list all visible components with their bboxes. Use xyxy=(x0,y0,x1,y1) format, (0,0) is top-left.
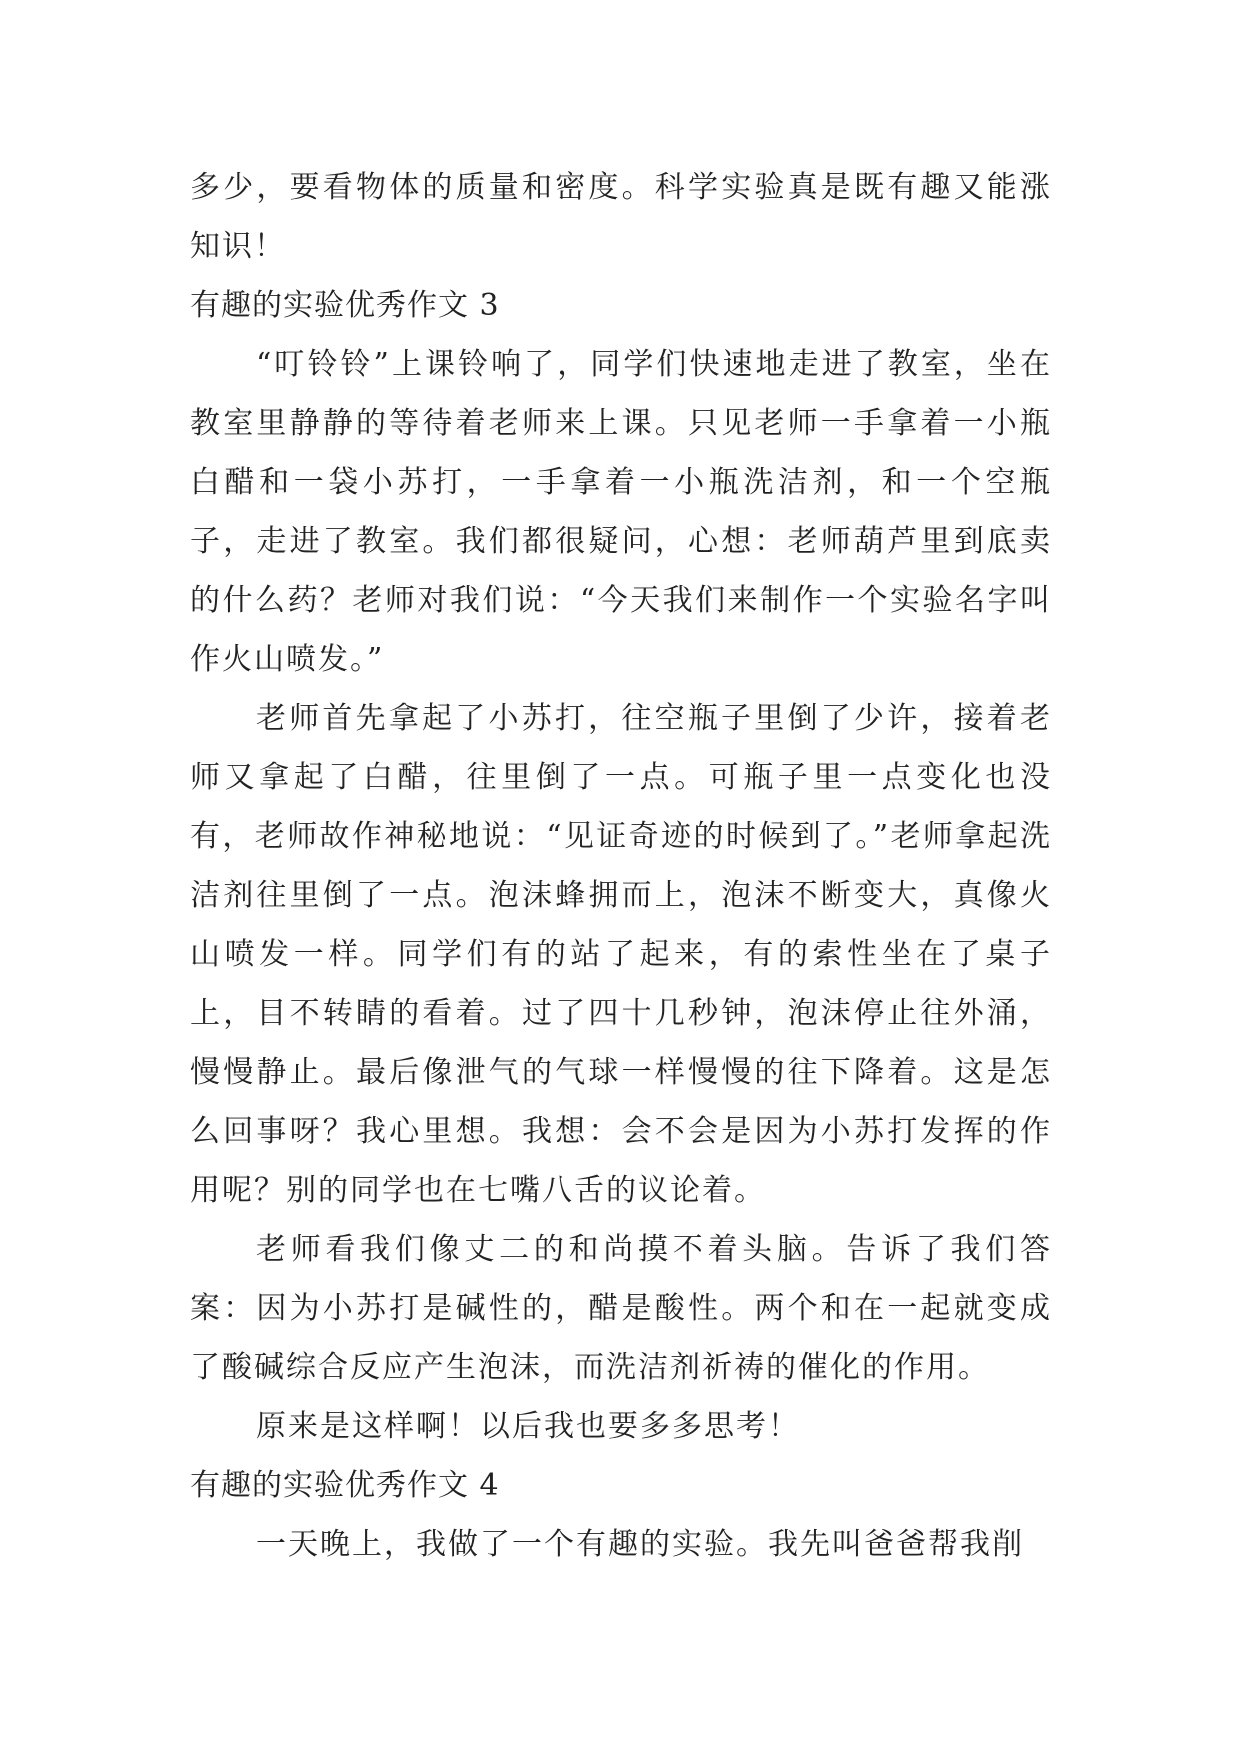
paragraph: 老师看我们像丈二的和尚摸不着头脑。告诉了我们答案：因为小苏打是碱性的，醋是酸性。两个和在一起就变成了酸碱综合反应产生泡沫，而洗洁剂祈祷的催化的作用。 xyxy=(190,1232,1052,1385)
section-heading-4: 有趣的实验优秀作文 4 xyxy=(190,1468,500,1503)
paragraph: 一天晚上，我做了一个有趣的实验。我先叫爸爸帮我削 xyxy=(256,1527,1024,1562)
paragraph-continuation: 多少，要看物体的质量和密度。科学实验真是既有趣又能涨知识！ xyxy=(190,170,1052,264)
paragraph: 原来是这样啊！以后我也要多多思考！ xyxy=(256,1409,800,1444)
paragraph: “叮铃铃”上课铃响了，同学们快速地走进了教室，坐在教室里静静的等待着老师来上课。只见老师一手拿着一小瓶白醋和一袋小苏打，一手拿着一小瓶洗洁剂，和一个空瓶子，走进了教室。我们都很疑问，心想：老师葫芦里到底卖的什么药？老师对我们说：“今天我们来制作一个实验名字叫作火山喷发。” xyxy=(190,347,1052,677)
section-heading-3: 有趣的实验优秀作文 3 xyxy=(190,288,500,323)
document-body xyxy=(190,158,1052,1574)
paragraph: 老师首先拿起了小苏打，往空瓶子里倒了少许，接着老师又拿起了白醋，往里倒了一点。可瓶子里一点变化也没有，老师故作神秘地说：“见证奇迹的时候到了。”老师拿起洗洁剂往里倒了一点。泡沫蜂拥而上，泡沫不断变大，真像火山喷发一样。同学们有的站了起来，有的索性坐在了桌子上，目不转睛的看着。过了四十几秒钟，泡沫停止往外涌，慢慢静止。最后像泄气的气球一样慢慢的往下降着。这是怎么回事呀？我心里想。我想：会不会是因为小苏打发挥的作用呢？别的同学也在七嘴八舌的议论着。 xyxy=(190,701,1052,1208)
